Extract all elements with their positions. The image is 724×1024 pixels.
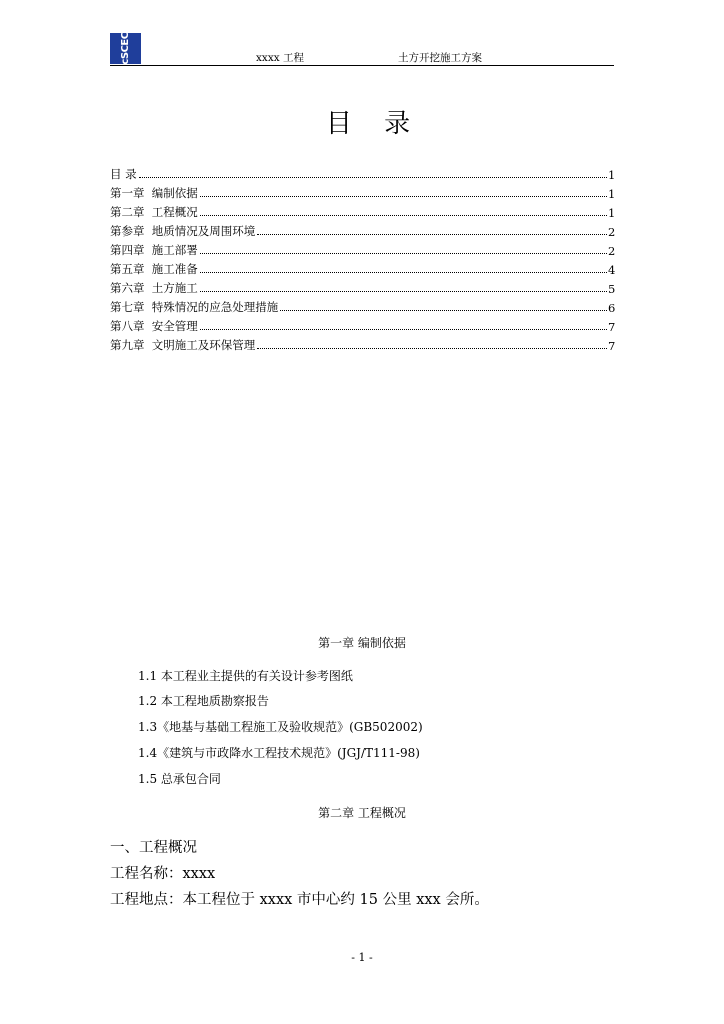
header-document-title: 土方开挖施工方案 [398,52,482,64]
toc-entry-page: 5 [608,282,616,296]
toc-entry-label: 第一章 编制依据 [110,186,198,200]
toc-leader [200,291,607,292]
reference-item: 1.2 本工程地质勘察报告 [138,694,269,708]
header-rule [110,65,614,66]
toc-leader [200,215,607,216]
toc-entry-page: 7 [608,339,616,353]
toc-leader [200,253,607,254]
toc-title: 目 录 [325,109,423,139]
toc-entry[interactable] [110,201,614,220]
reference-item: 1.1 本工程业主提供的有关设计参考图纸 [138,669,353,683]
toc-entry[interactable] [110,220,614,239]
reference-item: 1.5 总承包合同 [138,772,221,786]
toc-entry[interactable] [110,296,614,315]
reference-item: 1.3《地基与基础工程施工及验收规范》(GB502002) [138,720,423,734]
toc-leader [257,348,607,349]
toc-entry-page: 2 [608,244,616,258]
toc-entry-page: 2 [608,225,616,239]
table-of-contents [110,163,614,353]
toc-entry-label: 第四章 施工部署 [110,243,198,257]
toc-entry[interactable] [110,258,614,277]
toc-entry-label: 第五章 施工准备 [110,262,198,276]
toc-entry-label: 第六章 土方施工 [110,281,198,295]
toc-entry-label: 目 录 [110,167,137,181]
toc-entry-page: 1 [608,168,616,182]
project-name-line: 工程名称：xxxx [110,866,216,882]
toc-entry-page: 1 [608,187,616,201]
header-project-name: xxxx 工程 [256,52,305,64]
company-logo: cSCEC [110,33,141,64]
toc-entry-label: 第二章 工程概况 [110,205,198,219]
toc-entry-page: 4 [608,263,616,277]
reference-item: 1.4《建筑与市政降水工程技术规范》(JGJ/T111-98) [138,746,420,760]
toc-entry-page: 1 [608,206,616,220]
toc-leader [280,310,607,311]
toc-entry-label: 第七章 特殊情况的应急处理措施 [110,300,279,314]
toc-entry[interactable] [110,277,614,296]
toc-leader [200,329,607,330]
toc-leader [200,196,607,197]
chapter-1-heading: 第一章 编制依据 [318,636,406,650]
toc-entry-label: 第九章 文明施工及环保管理 [110,338,256,352]
section-title: 一、工程概况 [110,840,197,856]
toc-entry[interactable] [110,163,614,182]
toc-entry-page: 6 [608,301,616,315]
toc-entry-page: 7 [608,320,616,334]
project-location-line: 工程地点：本工程位于 xxxx 市中心约 15 公里 xxx 会所。 [110,892,489,908]
toc-entry[interactable] [110,239,614,258]
toc-leader [139,177,607,178]
toc-leader [257,234,607,235]
chapter-2-heading: 第二章 工程概况 [318,806,406,820]
page-number: - 1 - [351,951,373,964]
toc-entry[interactable] [110,334,614,353]
toc-leader [200,272,607,273]
toc-entry[interactable] [110,315,614,334]
toc-entry-label: 第参章 地质情况及周围环境 [110,224,256,238]
toc-entry-label: 第八章 安全管理 [110,319,198,333]
toc-entry[interactable] [110,182,614,201]
